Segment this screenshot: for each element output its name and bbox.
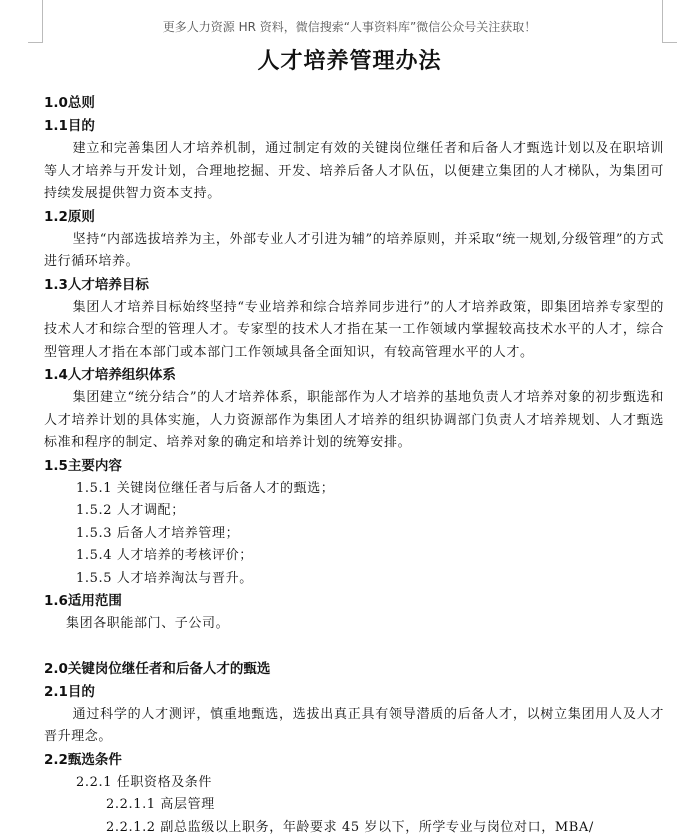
section-heading-2-1: 2.1目的 (44, 681, 664, 704)
list-item: 1.5.1 关键岗位继任者与后备人才的甄选； (44, 478, 664, 501)
list-item: 1.5.4 人才培养的考核评价； (44, 545, 664, 568)
section-heading-1: 1.0总则 (44, 92, 664, 115)
subsection-2-2-1-2: 2.2.1.2 副总监级以上职务，年龄要求 45 岁以下，所学专业与岗位对口，MBA/ (44, 817, 664, 839)
document-title: 人才培养管理办法 (0, 44, 699, 75)
list-item: 1.5.3 后备人才培养管理； (44, 523, 664, 546)
section-heading-1-5: 1.5主要内容 (44, 455, 664, 478)
paragraph-1-2: 坚持“内部选拔培养为主，外部专业人才引进为辅”的培养原则，并采取“统一规划,分级管理”的方式进行循环培养。 (44, 229, 664, 274)
section-heading-2: 2.0关键岗位继任者和后备人才的甄选 (44, 658, 664, 681)
paragraph-1-6: 集团各职能部门、子公司。 (44, 613, 664, 636)
subsection-2-2-1: 2.2.1 任职资格及条件 (44, 772, 664, 795)
section-heading-1-6: 1.6适用范围 (44, 590, 664, 613)
list-item: 1.5.5 人才培养淘汰与晋升。 (44, 568, 664, 591)
section-heading-1-3: 1.3人才培养目标 (44, 274, 664, 297)
section-heading-1-4: 1.4人才培养组织体系 (44, 364, 664, 387)
paragraph-1-3: 集团人才培养目标始终坚持“专业培养和综合培养同步进行”的人才培养政策，即集团培养专家型的技术人才和综合型的管理人才。专家型的技术人才指在某一工作领域内掌握较高技术水平的人才，综合型管理人才指在本部门或本部门工作领域具备全面知识，有较高管理水平的人才。 (44, 297, 664, 365)
paragraph-1-4: 集团建立“统分结合”的人才培养体系，职能部作为人才培养的基地负责人才培养对象的初步甄选和人才培养计划的具体实施，人力资源部作为集团人才培养的组织协调部门负责人才培养规划、人才甄选标准和程序的制定、培养对象的确定和培养计划的统筹安排。 (44, 387, 664, 455)
document-body (44, 92, 664, 839)
section-heading-1-2: 1.2原则 (44, 206, 664, 229)
paragraph-2-1: 通过科学的人才测评，慎重地甄选，选拔出真正具有领导潜质的后备人才，以树立集团用人及人才晋升理念。 (44, 704, 664, 749)
paragraph-1-1: 建立和完善集团人才培养机制，通过制定有效的关键岗位继任者和后备人才甄选计划以及在职培训等人才培养与开发计划，合理地挖掘、开发、培养后备人才队伍，以便建立集团的人才梯队，为集团可持续发展提供智力资本支持。 (44, 138, 664, 206)
header-note: 更多人力资源 HR 资料，微信搜索“人事资料库”微信公众号关注获取！ (0, 18, 699, 35)
subsection-2-2-1-1: 2.2.1.1 高层管理 (44, 794, 664, 817)
list-item: 1.5.2 人才调配； (44, 500, 664, 523)
section-spacer (44, 636, 664, 658)
section-heading-1-1: 1.1目的 (44, 115, 664, 138)
section-heading-2-2: 2.2甄选条件 (44, 749, 664, 772)
